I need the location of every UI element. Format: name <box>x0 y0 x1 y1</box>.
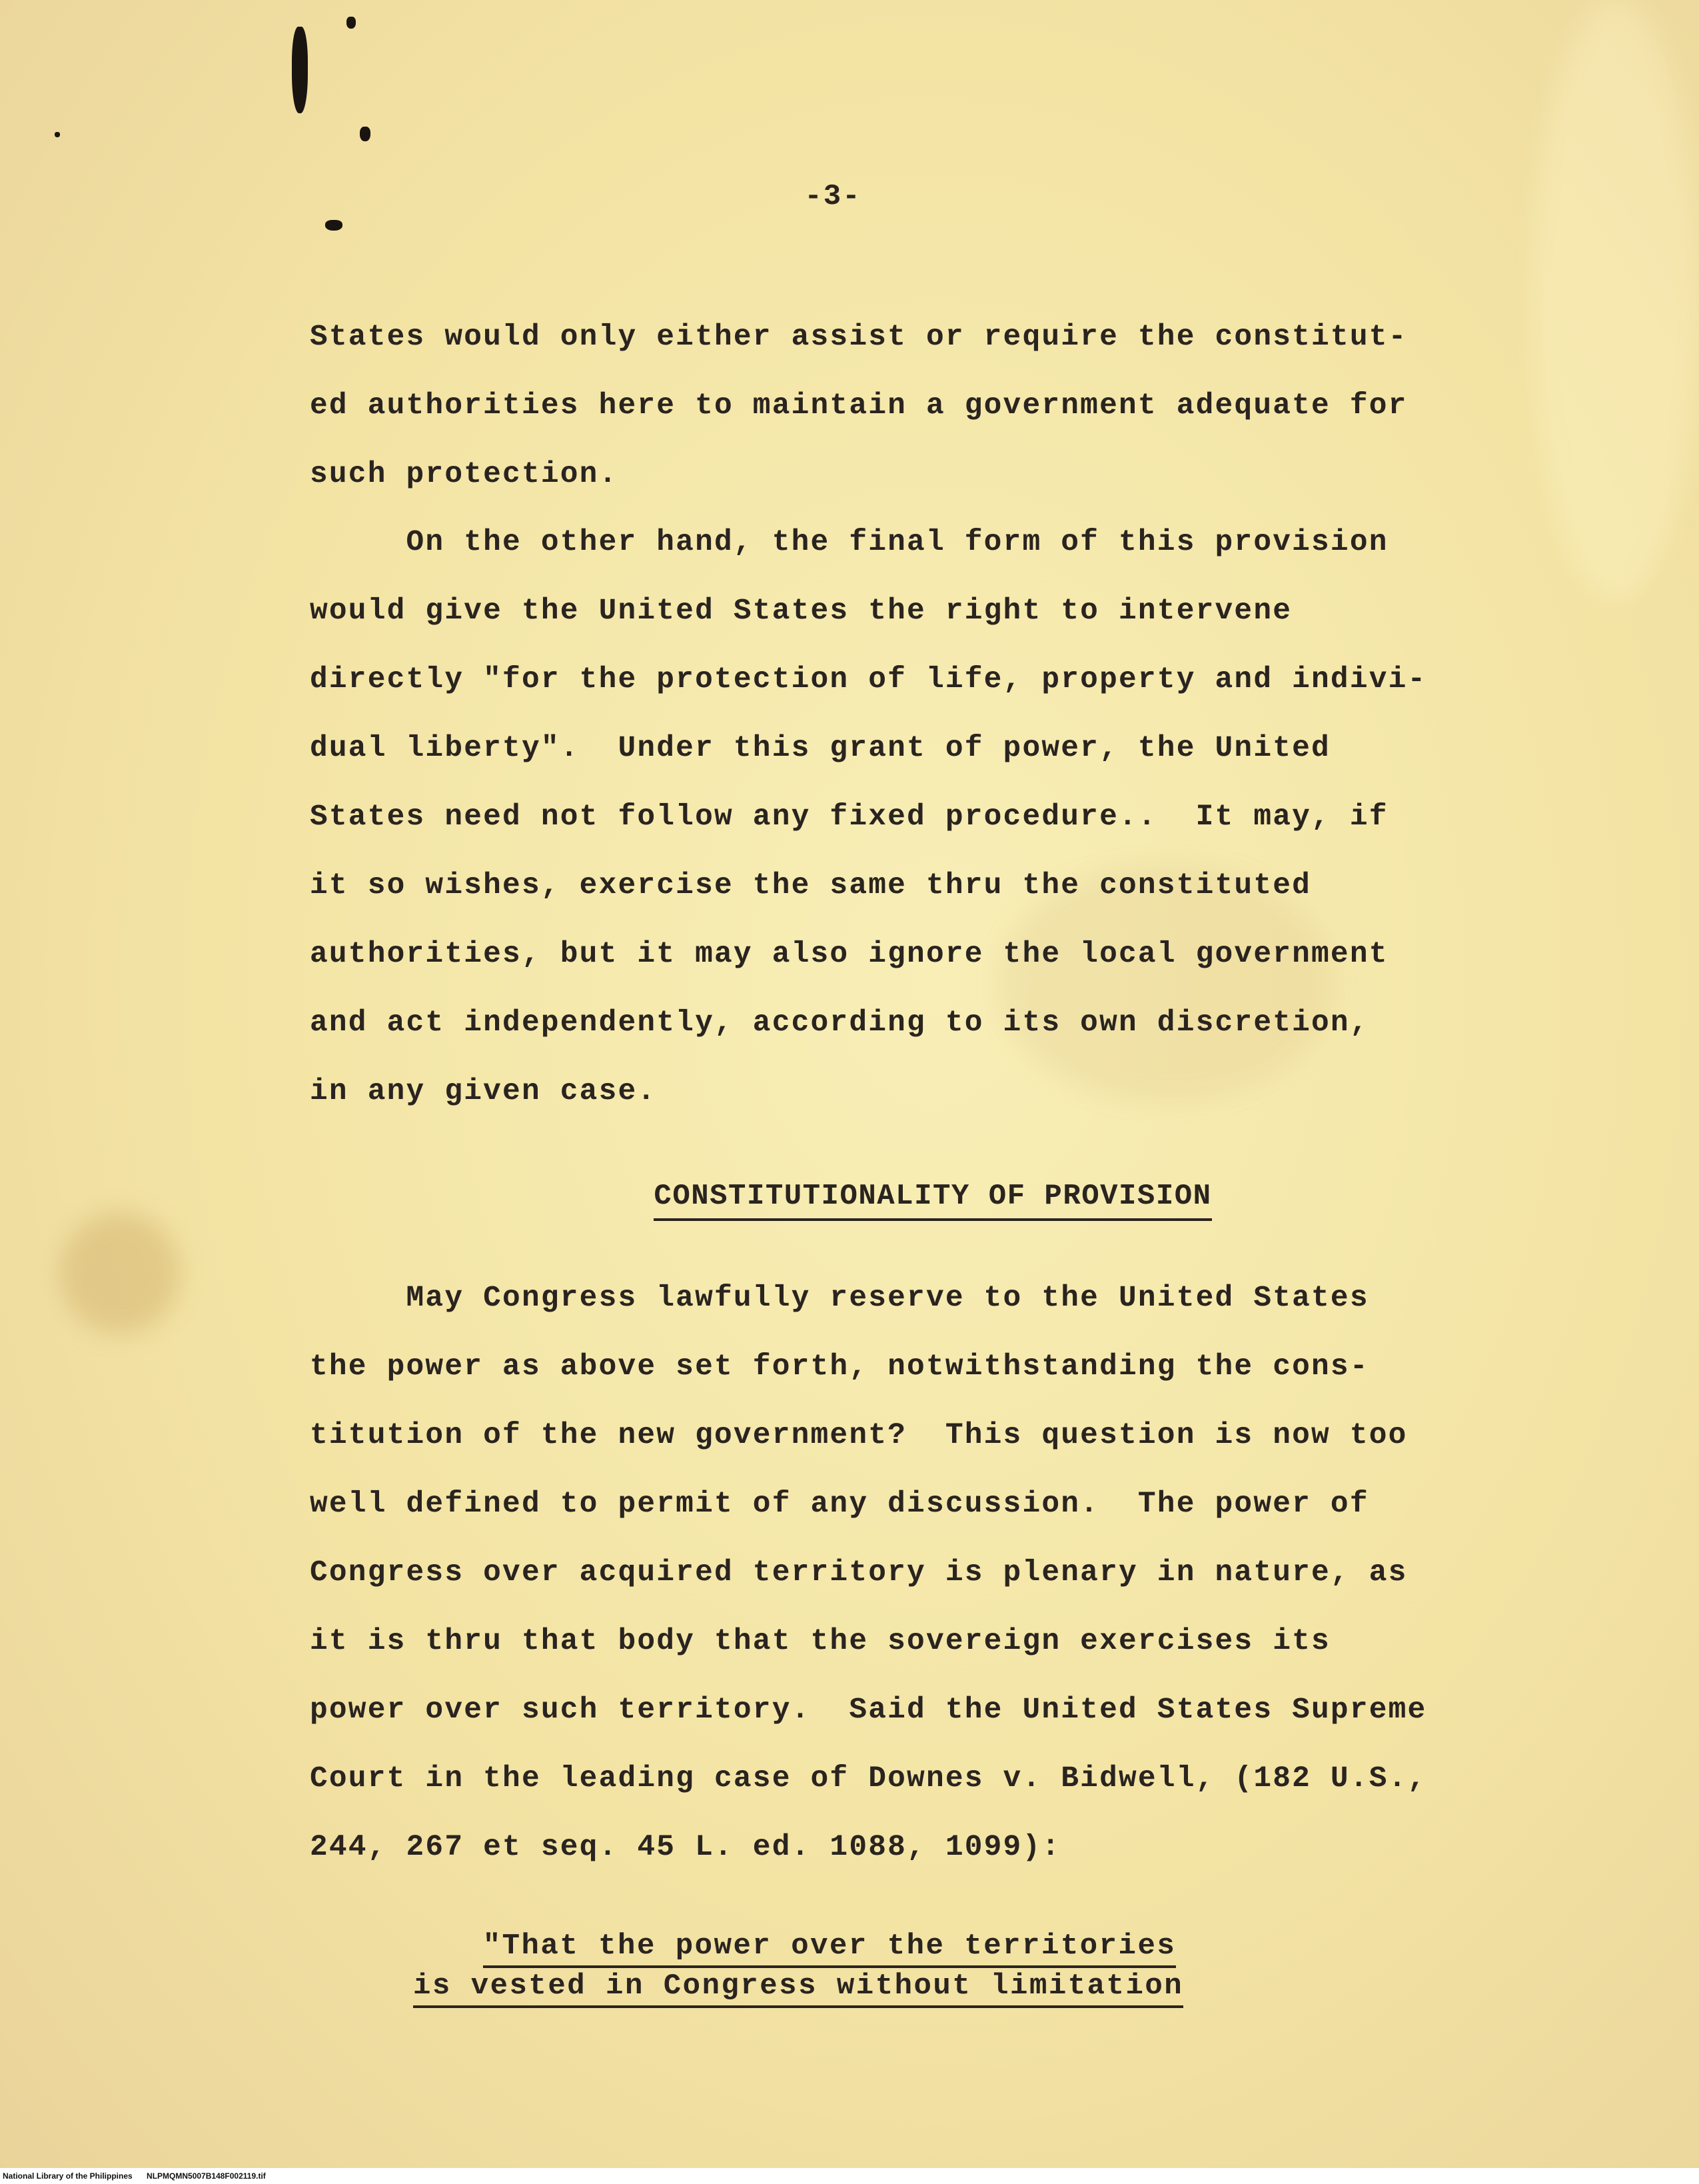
scan-credit-bar <box>0 2168 1699 2184</box>
binding-hole-mark <box>325 220 342 231</box>
section-heading <box>0 1180 1699 1221</box>
text-line: it so wishes, exercise the same thru the constituted <box>310 869 1312 902</box>
text-line: Court in the leading case of Downes v. Bidwell, (182 U.S., <box>310 1762 1427 1795</box>
quote-line-text: "That the power over the territories <box>483 1929 1177 1968</box>
quote-line <box>413 1926 1246 1966</box>
text-line: On the other hand, the final form of this provision <box>310 526 1389 559</box>
paper-stain <box>1532 0 1699 600</box>
paragraph-1 <box>310 303 1549 509</box>
quote-line <box>413 1966 1246 2006</box>
text-line: authorities, but it may also ignore the local government <box>310 938 1389 971</box>
binding-hole-mark <box>346 17 356 29</box>
library-credit: National Library of the Philippines <box>3 2171 133 2181</box>
paragraph-3 <box>310 1264 1549 1882</box>
text-line: the power as above set forth, notwithstanding the cons- <box>310 1350 1369 1384</box>
text-line: titution of the new government? This question is now too <box>310 1419 1408 1452</box>
paragraph-2 <box>310 509 1549 1126</box>
text-line: States would only either assist or require the constitut- <box>310 321 1408 354</box>
quote-line-text: is vested in Congress without limitation <box>413 1969 1183 2008</box>
text-line: well defined to permit of any discussion. The power of <box>310 1488 1369 1521</box>
text-line: May Congress lawfully reserve to the United States <box>310 1282 1369 1315</box>
file-id: NLPMQMN5007B148F002119.tif <box>147 2171 266 2181</box>
binding-hole-mark <box>360 127 370 141</box>
binding-hole-mark <box>55 132 60 137</box>
text-line: 244, 267 et seq. 45 L. ed. 1088, 1099): <box>310 1831 1061 1864</box>
text-line: Congress over acquired territory is plenary in nature, as <box>310 1556 1408 1590</box>
text-line: directly "for the protection of life, property and indivi- <box>310 663 1427 696</box>
text-line: it is thru that body that the sovereign exercises its <box>310 1625 1331 1658</box>
text-line: power over such territory. Said the United States Supreme <box>310 1693 1427 1727</box>
text-line: in any given case. <box>310 1075 657 1108</box>
binding-hole-mark <box>292 27 308 113</box>
text-line: such protection. <box>310 458 618 491</box>
text-line: and act independently, according to its own discretion, <box>310 1006 1369 1040</box>
block-quote <box>413 1926 1246 2006</box>
section-heading-text: CONSTITUTIONALITY OF PROVISION <box>654 1180 1211 1221</box>
text-line: States need not follow any fixed procedure.. It may, if <box>310 800 1389 834</box>
page-number: -3- <box>804 180 861 213</box>
text-line: ed authorities here to maintain a government adequate for <box>310 389 1408 423</box>
paper-stain <box>60 1213 180 1333</box>
text-line: would give the United States the right to intervene <box>310 594 1293 628</box>
text-line: dual liberty". Under this grant of power, the United <box>310 732 1331 765</box>
